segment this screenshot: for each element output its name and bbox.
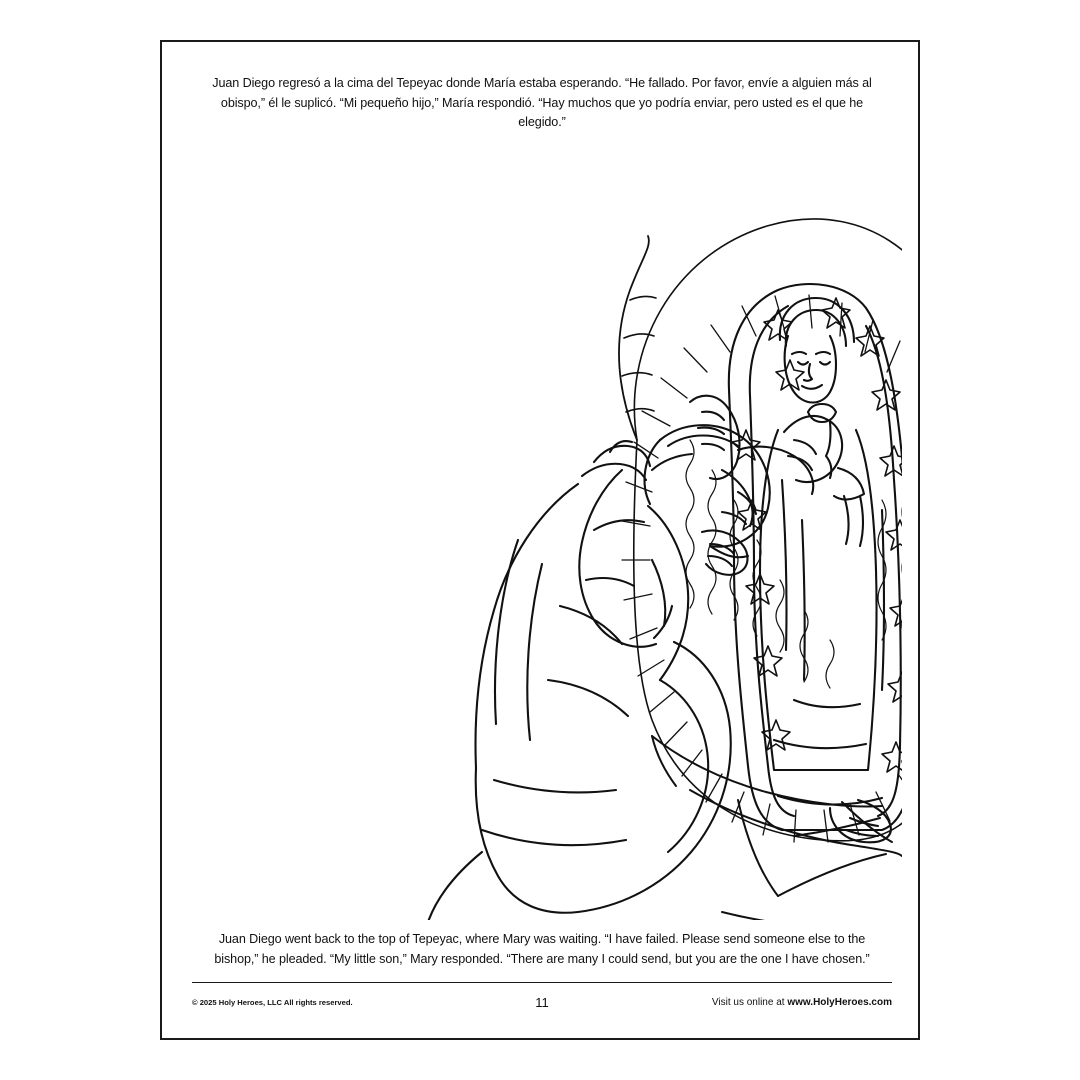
- footer-divider: [192, 982, 892, 983]
- our-lady-of-guadalupe-illustration: [182, 140, 902, 920]
- caption-spanish: Juan Diego regresó a la cima del Tepeyac donde María estaba esperando. “He fallado. Por favor, envíe a alguien más al obispo,” él le suplicó. “Mi pequeño hijo,” María respondió. “Hay muchos que yo podría enviar, pero usted es el que he elegido.”: [212, 76, 872, 130]
- mantle-stars: [732, 298, 902, 772]
- coloring-book-page: [160, 40, 920, 1040]
- virgin-mary-figure: [690, 284, 902, 842]
- visit-prefix: Visit us online at: [711, 996, 788, 1008]
- website-url: www.HolyHeroes.com: [787, 996, 892, 1008]
- page-number: 11: [535, 994, 549, 1010]
- page-footer: [192, 990, 892, 1014]
- copyright-notice: © 2025 Holy Heroes, LLC All rights reserved.: [192, 997, 353, 1007]
- juan-diego-figure: [420, 425, 769, 920]
- caption-english: Juan Diego went back to the top of Tepeyac, where Mary was waiting. “I have failed. Please send someone else to the bishop,” he pleaded. “My little son,” Mary responded. “There are many I could send, but you are the one I have chosen.”: [214, 932, 870, 966]
